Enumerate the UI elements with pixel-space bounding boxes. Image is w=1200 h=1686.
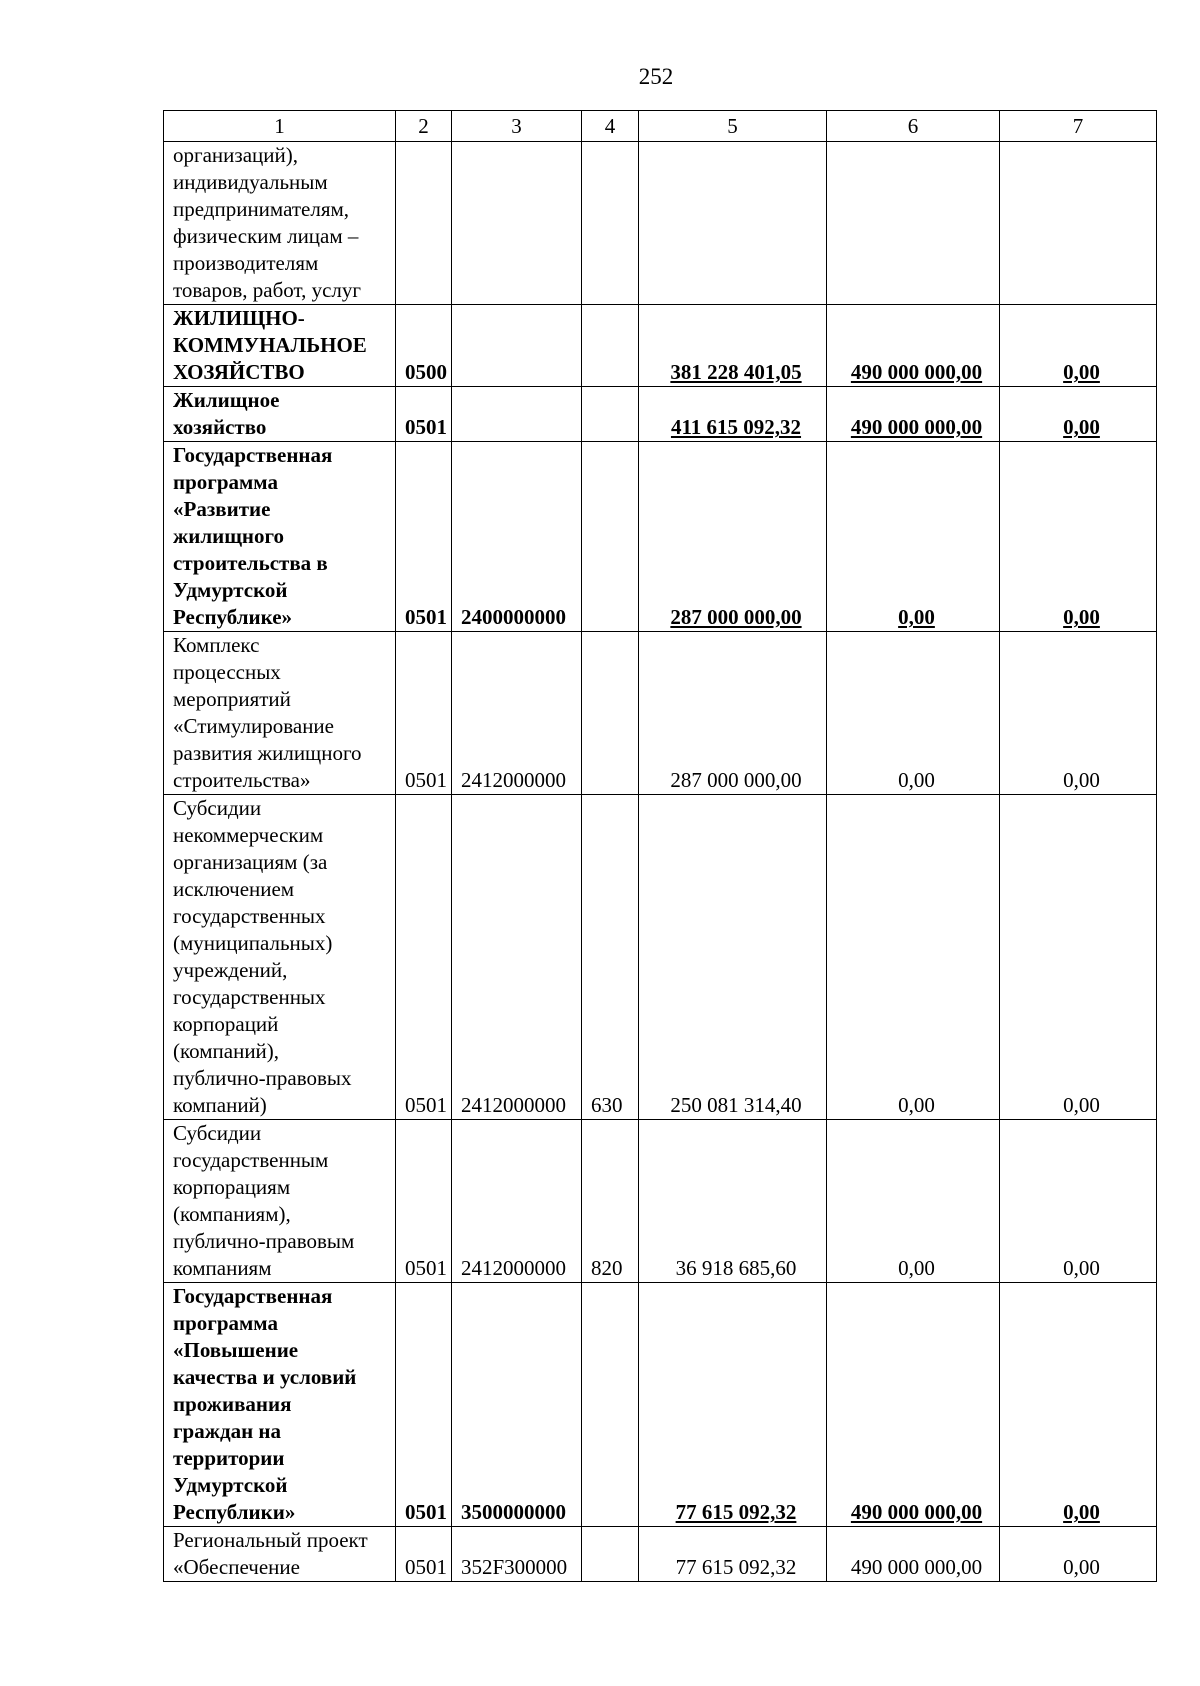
row-name-line: Государственная xyxy=(173,443,333,467)
row-name-line: (муниципальных) xyxy=(173,931,333,955)
row-name-line: компаниям xyxy=(173,1256,272,1280)
table-header-row xyxy=(164,111,1157,142)
row-name-line: (компаниям), xyxy=(173,1202,291,1226)
expense-type-cell xyxy=(582,305,639,387)
amount-col5-cell: 381 228 401,05 xyxy=(639,305,827,387)
budget-table xyxy=(163,110,1157,1582)
expense-type-cell xyxy=(582,1527,639,1582)
row-name-cell xyxy=(164,305,396,387)
amount-col5-cell: 77 615 092,32 xyxy=(639,1527,827,1582)
row-name-line: государственных xyxy=(173,904,326,928)
row-name-line: процессных xyxy=(173,660,281,684)
expense-type-cell: 820 xyxy=(582,1120,639,1283)
section-code-cell: 0501 xyxy=(396,632,452,795)
amount-col6-cell: 490 000 000,00 xyxy=(827,387,1000,442)
row-name-line: компаний) xyxy=(173,1093,267,1117)
row-name-line: производителям xyxy=(173,251,319,275)
amount-col5-cell: 77 615 092,32 xyxy=(639,1283,827,1527)
column-header: 4 xyxy=(582,111,639,142)
row-name-line: некоммерческим xyxy=(173,823,324,847)
row-name-line: организаций), xyxy=(173,143,298,167)
row-name-line: Субсидии xyxy=(173,796,262,820)
row-name-cell xyxy=(164,142,396,305)
target-article-cell: 2412000000 xyxy=(452,632,582,795)
amount-col7-cell: 0,00 xyxy=(1000,442,1157,632)
column-header: 1 xyxy=(164,111,396,142)
section-code-cell: 0501 xyxy=(396,1120,452,1283)
section-code-cell: 0500 xyxy=(396,305,452,387)
row-name-line: хозяйство xyxy=(173,415,267,439)
row-name-line: «Стимулирование xyxy=(173,714,334,738)
row-name-cell xyxy=(164,387,396,442)
amount-col7-cell xyxy=(1000,142,1157,305)
row-name-line: мероприятий xyxy=(173,687,291,711)
row-name-line: строительства» xyxy=(173,768,311,792)
column-header: 3 xyxy=(452,111,582,142)
section-code-cell: 0501 xyxy=(396,1283,452,1527)
row-name-line: развития жилищного xyxy=(173,741,362,765)
amount-col6-cell: 490 000 000,00 xyxy=(827,1527,1000,1582)
row-name-line: ХОЗЯЙСТВО xyxy=(173,360,305,384)
row-name-line: проживания xyxy=(173,1392,292,1416)
row-name-line: государственным xyxy=(173,1148,329,1172)
expense-type-cell xyxy=(582,1283,639,1527)
amount-col7-cell: 0,00 xyxy=(1000,1283,1157,1527)
row-name-line: программа xyxy=(173,1311,278,1335)
row-name-cell xyxy=(164,795,396,1120)
expense-type-cell xyxy=(582,387,639,442)
expense-type-cell: 630 xyxy=(582,795,639,1120)
row-name-line: программа xyxy=(173,470,278,494)
table-row xyxy=(164,305,1157,387)
amount-col5-cell: 411 615 092,32 xyxy=(639,387,827,442)
row-name-line: Жилищное xyxy=(173,388,280,412)
row-name-cell xyxy=(164,1527,396,1582)
table-row xyxy=(164,1527,1157,1582)
amount-col5-cell: 287 000 000,00 xyxy=(639,632,827,795)
section-code-cell: 0501 xyxy=(396,442,452,632)
row-name-line: Удмуртской xyxy=(173,578,288,602)
target-article-cell xyxy=(452,387,582,442)
table-row xyxy=(164,632,1157,795)
target-article-cell: 2400000000 xyxy=(452,442,582,632)
section-code-cell xyxy=(396,142,452,305)
row-name-line: предпринимателям, xyxy=(173,197,350,221)
amount-col7-cell: 0,00 xyxy=(1000,795,1157,1120)
row-name-cell xyxy=(164,1283,396,1527)
page-number: 252 xyxy=(638,64,674,89)
target-article-cell: 2412000000 xyxy=(452,1120,582,1283)
row-name-line: территории xyxy=(173,1446,285,1470)
section-code-cell: 0501 xyxy=(396,387,452,442)
amount-col7-cell: 0,00 xyxy=(1000,632,1157,795)
target-article-cell xyxy=(452,142,582,305)
amount-col7-cell: 0,00 xyxy=(1000,387,1157,442)
amount-col5-cell: 287 000 000,00 xyxy=(639,442,827,632)
table-row xyxy=(164,387,1157,442)
row-name-line: Удмуртской xyxy=(173,1473,288,1497)
row-name-line: «Обеспечение xyxy=(173,1555,300,1579)
amount-col6-cell: 0,00 xyxy=(827,1120,1000,1283)
row-name-line: публично-правовым xyxy=(173,1229,355,1253)
column-header: 6 xyxy=(827,111,1000,142)
row-name-line: Государственная xyxy=(173,1284,333,1308)
amount-col5-cell xyxy=(639,142,827,305)
row-name-line: Республике» xyxy=(173,605,293,629)
row-name-line: учреждений, xyxy=(173,958,288,982)
column-header: 7 xyxy=(1000,111,1157,142)
amount-col5-cell: 250 081 314,40 xyxy=(639,795,827,1120)
amount-col6-cell: 0,00 xyxy=(827,632,1000,795)
column-header: 2 xyxy=(396,111,452,142)
section-code-cell: 0501 xyxy=(396,795,452,1120)
row-name-line: корпораций xyxy=(173,1012,279,1036)
row-name-line: «Повышение xyxy=(173,1338,299,1362)
table-body xyxy=(164,142,1157,1582)
target-article-cell: 352F300000 xyxy=(452,1527,582,1582)
row-name-line: публично-правовых xyxy=(173,1066,352,1090)
table-row xyxy=(164,795,1157,1120)
row-name-line: Региональный проект xyxy=(173,1528,368,1552)
row-name-line: товаров, работ, услуг xyxy=(173,278,362,302)
row-name-line: физическим лицам – xyxy=(173,224,359,248)
target-article-cell: 3500000000 xyxy=(452,1283,582,1527)
row-name-line: исключением xyxy=(173,877,295,901)
row-name-line: Республики» xyxy=(173,1500,296,1524)
row-name-line: жилищного xyxy=(173,524,285,548)
row-name-cell xyxy=(164,1120,396,1283)
row-name-line: строительства в xyxy=(173,551,328,575)
column-header: 5 xyxy=(639,111,827,142)
target-article-cell: 2412000000 xyxy=(452,795,582,1120)
expense-type-cell xyxy=(582,632,639,795)
row-name-line: граждан на xyxy=(173,1419,282,1443)
row-name-line: Субсидии xyxy=(173,1121,262,1145)
section-code-cell: 0501 xyxy=(396,1527,452,1582)
expense-type-cell xyxy=(582,142,639,305)
expense-type-cell xyxy=(582,442,639,632)
row-name-cell xyxy=(164,442,396,632)
table-row xyxy=(164,1283,1157,1527)
row-name-line: КОММУНАЛЬНОЕ xyxy=(173,333,367,357)
amount-col5-cell: 36 918 685,60 xyxy=(639,1120,827,1283)
target-article-cell xyxy=(452,305,582,387)
row-name-line: организациям (за xyxy=(173,850,328,874)
table-row xyxy=(164,1120,1157,1283)
row-name-line: качества и условий xyxy=(173,1365,357,1389)
table-row xyxy=(164,142,1157,305)
row-name-line: индивидуальным xyxy=(173,170,328,194)
amount-col6-cell: 0,00 xyxy=(827,795,1000,1120)
amount-col6-cell: 0,00 xyxy=(827,442,1000,632)
amount-col6-cell xyxy=(827,142,1000,305)
row-name-line: (компаний), xyxy=(173,1039,280,1063)
row-name-line: корпорациям xyxy=(173,1175,291,1199)
amount-col6-cell: 490 000 000,00 xyxy=(827,305,1000,387)
row-name-line: «Развитие xyxy=(173,497,271,521)
row-name-line: государственных xyxy=(173,985,326,1009)
amount-col7-cell: 0,00 xyxy=(1000,1527,1157,1582)
row-name-line: ЖИЛИЩНО- xyxy=(173,306,305,330)
amount-col7-cell: 0,00 xyxy=(1000,1120,1157,1283)
row-name-cell xyxy=(164,632,396,795)
amount-col6-cell: 490 000 000,00 xyxy=(827,1283,1000,1527)
row-name-line: Комплекс xyxy=(173,633,260,657)
table-row xyxy=(164,442,1157,632)
amount-col7-cell: 0,00 xyxy=(1000,305,1157,387)
